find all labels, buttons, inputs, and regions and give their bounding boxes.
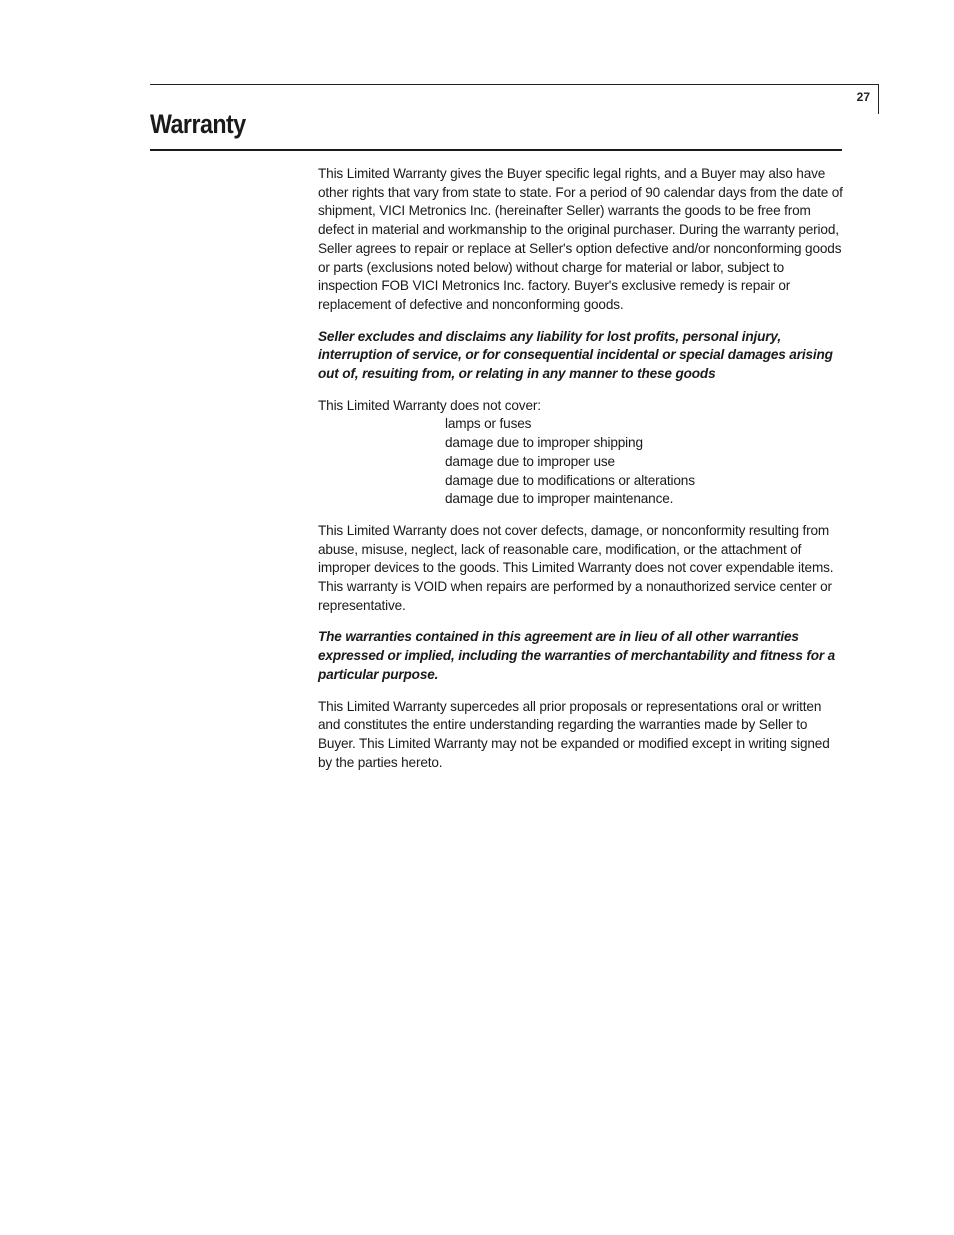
supersedes-paragraph: This Limited Warranty supercedes all prior proposals or representations oral or written and constitutes the entire understanding regarding the warranties made by Seller to Buyer. This Limited Warranty may not be expanded or modified except in writing signed by the parties hereto. [318, 698, 830, 770]
exclusions-section [318, 397, 844, 509]
list-item: lamps or fuses [445, 416, 532, 432]
intro-paragraph: This Limited Warranty gives the Buyer specific legal rights, and a Buyer may also have other rights that vary from state to state. For a period of 90 calendar days from the date of shipment, VICI Metronics Inc. (hereinafter Seller) warrants the goods to be free from defect in material and workmanship to the original purchaser. During the warranty period, Seller agrees to repair or replace at Seller's option defective and/or nonconforming goods or parts (exclusions noted below) without charge for material or labor, subject to inspection FOB VICI Metronics Inc. factory. Buyer's exclusive remedy is repair or replacement of defective and nonconforming goods. [318, 166, 843, 312]
list-item: damage due to improper shipping [445, 435, 643, 451]
list-item: damage due to improper maintenance. [445, 491, 674, 507]
exclusions-list [318, 415, 844, 509]
page-title: Warranty [150, 109, 246, 139]
lieu-disclaimer: The warranties contained in this agreement are in lieu of all other warranties expressed or implied, including the warranties of merchantability and fitness for a particular purpose. [318, 629, 836, 682]
header-tick [878, 84, 879, 114]
list-item: damage due to modifications or alterations [445, 472, 695, 488]
liability-disclaimer: Seller excludes and disclaims any liability for lost profits, personal injury, interruption of service, or for consequential incidental or special damages arising out of, resuiting from, or relating in any manner to these goods [318, 328, 833, 382]
defects-paragraph: This Limited Warranty does not cover defects, damage, or nonconformity resulting from abuse, misuse, neglect, lack of reasonable care, modification, or the attachment of improper devices to the goods. This Limited Warranty does not cover expendable items. This warranty is VOID when repairs are performed by a nonauthorized service center or representative. [318, 522, 834, 613]
header-rule [150, 84, 879, 85]
exclusions-intro: This Limited Warranty does not cover: [318, 397, 541, 413]
warranty-body [318, 165, 844, 785]
page-number: 27 [856, 90, 870, 104]
list-item: damage due to improper use [445, 453, 615, 469]
title-rule [150, 149, 842, 151]
